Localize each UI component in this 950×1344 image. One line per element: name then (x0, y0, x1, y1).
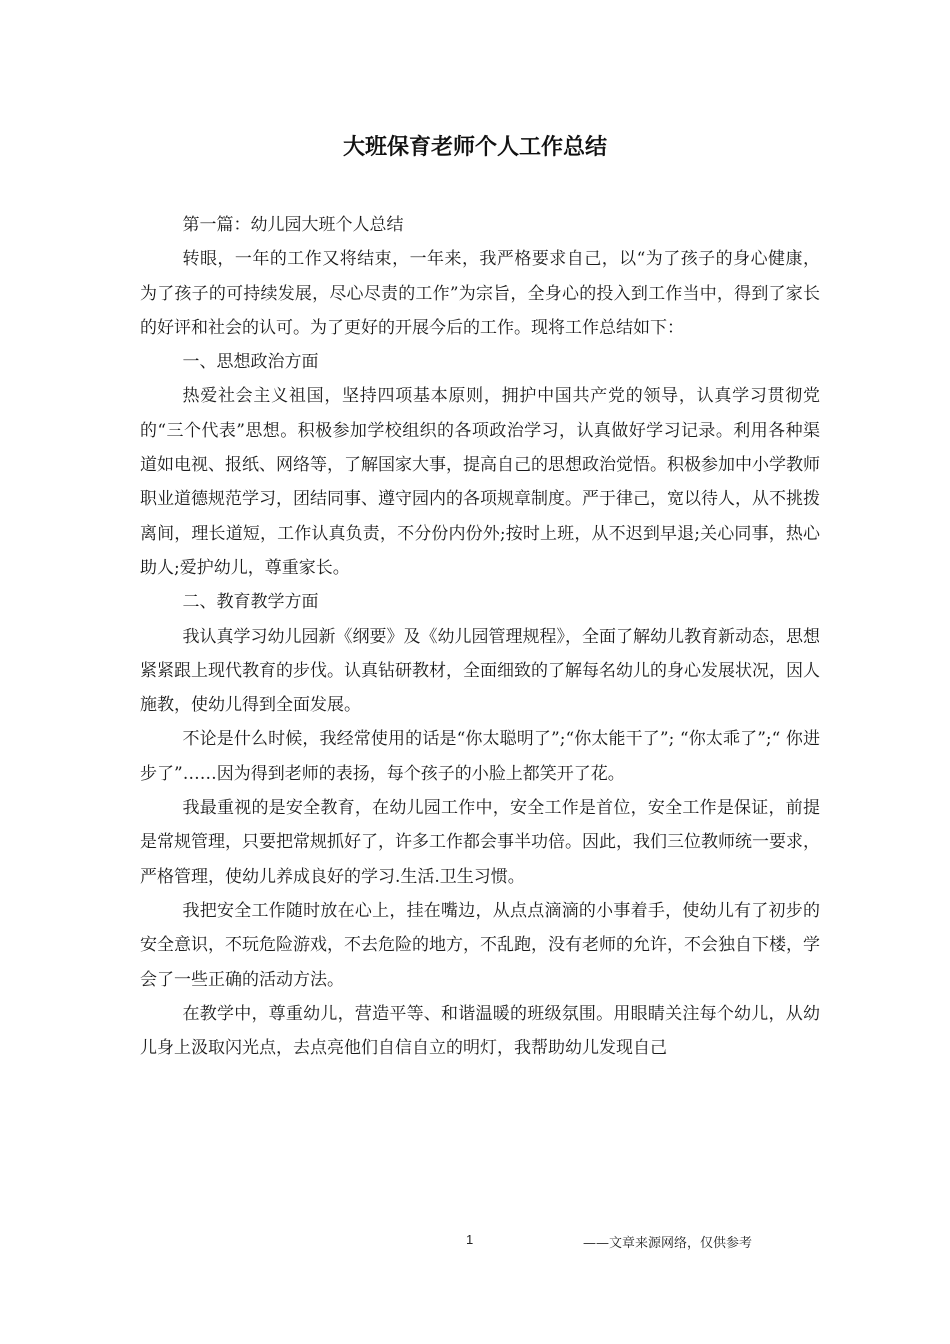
document-title: 大班保育老师个人工作总结 (342, 135, 607, 160)
paragraph-respect-children: 在教学中，尊重幼儿，营造平等、和谐温暖的班级氛围。用眼睛关注每个幼儿，从幼儿身上汲取闪光点，去点亮他们自信自立的明灯，我帮助幼儿发现自己 (140, 1003, 820, 1059)
footer-source-note: ——文章来源网络，仅供参考 (583, 1236, 753, 1251)
paragraph-praise: 不论是什么时候，我经常使用的话是“你太聪明了”;“你太能干了”; “你太乖了”;“ 你进步了”……因为得到老师的表扬，每个孩子的小脸上都笑开了花。 (140, 729, 820, 784)
document-body (140, 208, 820, 1065)
paragraph-safety-education: 我最重视的是安全教育，在幼儿园工作中，安全工作是首位，安全工作是保证，前提是常规管理，只要把常规抓好了，许多工作都会事半功倍。因此，我们三位教师统一要求，严格管理，使幼儿养成良好的学习.生活.卫生习惯。 (140, 798, 820, 887)
section-heading-politics: 一、思想政治方面 (182, 352, 319, 373)
paragraph-politics: 热爱社会主义祖国，坚持四项基本原则，拥护中国共产党的领导，认真学习贯彻党的“三个代表”思想。积极参加学校组织的各项政治学习，认真做好学习记录。利用各种渠道如电视、报纸、网络等，了解国家大事，提高自己的思想政治觉悟。积极参加中小学教师职业道德规范学习，团结同事、遵守园内的各项规章制度。严于律己，宽以待人，从不挑拨离间，理长道短，工作认真负责，不分份内份外;按时上班，从不迟到早退;关心同事，热心助人;爱护幼儿，尊重家长。 (140, 386, 820, 578)
section-heading-teaching: 二、教育教学方面 (182, 592, 319, 613)
paragraph-teaching-study: 我认真学习幼儿园新《纲要》及《幼儿园管理规程》，全面了解幼儿教育新动态，思想紧紧跟上现代教育的步伐。认真钻研教材，全面细致的了解每名幼儿的身心发展状况，因人施教，使幼儿得到全面发展。 (140, 626, 820, 716)
paragraph-intro: 转眼，一年的工作又将结束，一年来，我严格要求自己，以“为了孩子的身心健康，为了孩子的可持续发展，尽心尽责的工作”为宗旨，全身心的投入到工作当中，得到了家长的好评和社会的认可。为了更好的开展今后的工作。现将工作总结如下： (140, 249, 820, 338)
page-number: 1 (466, 1232, 474, 1247)
paragraph-safety-awareness: 我把安全工作随时放在心上，挂在嘴边，从点点滴滴的小事着手，使幼儿有了初步的安全意识，不玩危险游戏，不去危险的地方，不乱跑，没有老师的允许，不会独自下楼，学会了一些正确的活动方法。 (140, 900, 820, 990)
section-heading-part-one: 第一篇：幼儿园大班个人总结 (182, 215, 404, 235)
